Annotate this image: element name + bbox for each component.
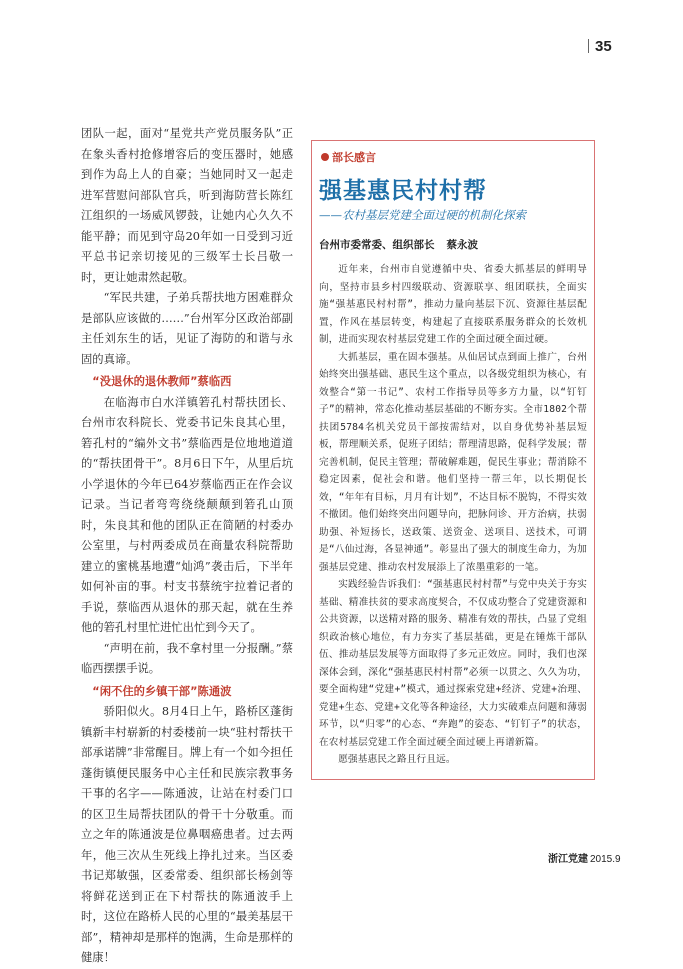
issue-number: 2015.9	[590, 854, 621, 865]
left-paragraph-5: 骄阳似火。8月4日上午，路桥区蓬街镇新丰村崭新的村委楼前一块“驻村帮扶干部承诺牌”非常醒目。牌上有一个如今担任蓬街镇便民服务中心主任和民族宗教事务干事的名字——陈通波，让站在村委门口的区卫生局帮扶团队的骨干十分敬重。而立之年的陈通波是位鼻咽癌患者。过去两年，他三次从生死线上挣扎过来。当区委书记郑敏强，区委常委、组织部长杨剑等将鲜花送到正在下村帮扶的陈通波手上时，这位在路桥人民的心里的“最美基层干部”，精神却是那样的饱满，生命是那样的健康！	[81, 705, 293, 964]
page-number-divider	[588, 39, 589, 53]
column-tag	[321, 149, 376, 165]
article-paragraph: 愿强基惠民之路且行且远。	[338, 754, 456, 765]
left-paragraph-3: 在临海市白水洋镇箬孔村帮扶团长、台州市农科院长、党委书记朱良其心里，箬孔村的“编外文书”蔡临西是位地地道道的“帮扶团骨干”。8月6日下午，从里后坑小学退休的今年已64岁蔡临西正在作会议记录。当记者弯弯绕绕颠颠到箬孔山顶时，朱良其和他的团队正在简陋的村委办公室里，与村两委成员在商量农科院帮助建立的蜜桃基地遭“灿鸿”袭击后，下半年如何补亩的事。村支书蔡统宇拉着记者的手说，蔡临西从退休的那天起，就在生养他的箬孔村里忙进忙出忙到今天了。	[81, 395, 293, 634]
bullet-dot-icon	[321, 153, 329, 161]
author-name: 蔡永波	[446, 239, 478, 251]
article-subtitle: ——农村基层党建全面过硬的机制化探索	[319, 208, 526, 222]
column-tag-label: 部长感言	[332, 151, 376, 164]
author-line	[319, 237, 478, 252]
article-paragraph: 近年来，台州市自觉遵循中央、省委大抓基层的鲜明导向，坚持市县乡村四级联动、资源联享、组团联扶，全面实施“强基惠民村村帮”，推动力量向基层下沉、资源往基层配置，作风在基层转变，构建起了直接联系服务群众的长效机制，进而实现农村基层党建工作的全面过硬全面过硬。	[319, 264, 587, 345]
article-title: 强基惠民村村帮	[319, 178, 487, 204]
section-heading-2: “闲不住的乡镇干部”陈通波	[92, 684, 232, 698]
left-paragraph-4: “声明在前，我不拿村里一分报酬。”蔡临西摆摆手说。	[81, 641, 293, 675]
left-paragraph-1: 团队一起，面对“星党共产党员服务队”正在象头香村抢修增容后的变压器时，她感到作为岛上人的自豪；当她同时又一起走进军营慰问部队官兵，听到海防营长陈红江组织的一场威风锣鼓，让她内心久久不能平静；而见到守岛20年如一日受到习近平总书记亲切接见的三级军士长吕敬一时，更让她肃然起敬。	[81, 127, 293, 284]
left-column	[81, 124, 293, 969]
article-paragraph: 实践经验告诉我们：“强基惠民村村帮”与党中央关于夯实基础、精准扶贫的要求高度契合，不仅成功整合了党建资源和公共资源，以送精对路的服务、精准有效的帮扶，凸显了党组织政治核心地位，有力夯实了基层基础，更是在锤炼干部队伍、推动基层发展等方面取得了多元正效应。同时，我们也深深体会到，深化“强基惠民村村帮”必须一以贯之、久久为功，要全面构建“党建+”模式，通过探索党建+经济、党建+治理、党建+生态、党建+文化等各种途径，大力实破难点问题和薄弱环节，以“归零”的心态、“奔跑”的姿态、“钉钉子”的状态，在农村基层党建工作全面过硬全面过硬上再谱新篇。	[319, 579, 587, 748]
page-number	[588, 38, 612, 55]
author-org: 台州市委常委、组织部长	[319, 239, 435, 251]
left-paragraph-2: “军民共建，子弟兵帮扶地方困难群众是部队应该做的……”台州军分区政治部副主任刘东生的话，见证了海防的和谐与永固的真谛。	[81, 291, 293, 366]
article-body	[319, 261, 587, 769]
section-heading-1: “没退休的退休教师”蔡临西	[92, 375, 232, 388]
magazine-name: 浙江党建	[548, 854, 588, 865]
article-paragraph: 大抓基层，重在固本强基。从仙居试点到面上推广，台州始终突出强基础、惠民生这个重点，以各级党组织为核心，有效整合“第一书记”、农村工作指导员等多方力量，以“钉钉子”的精神，常态化推动基层基础的不断夯实。全市1802个帮扶团5784名机关党员干部按需结对，以自身优势补基层短板，帮理顺关系，促班子团结；帮理清思路，促科学发展；帮完善机制，促民主管理；帮破解难题，促民生事业；帮消除不稳定因素，促社会和谐。他们坚持一帮三年，以长期促长效，“年年有目标，月月有计划”，不达目标不脱钩，不得实效不撤团。他们始终突出问题导向，把脉问诊、开方治病，扶弱助强、补短扬长，送政策、送资金、送项目、送技术，可谓是“八仙过海，各显神通”。彰显出了强大的制度生命力，为加强基层党建、推动农村发展添上了浓墨重彩的一笔。	[319, 351, 587, 573]
page-footer	[548, 850, 621, 865]
page-number-text: 35	[595, 38, 612, 55]
